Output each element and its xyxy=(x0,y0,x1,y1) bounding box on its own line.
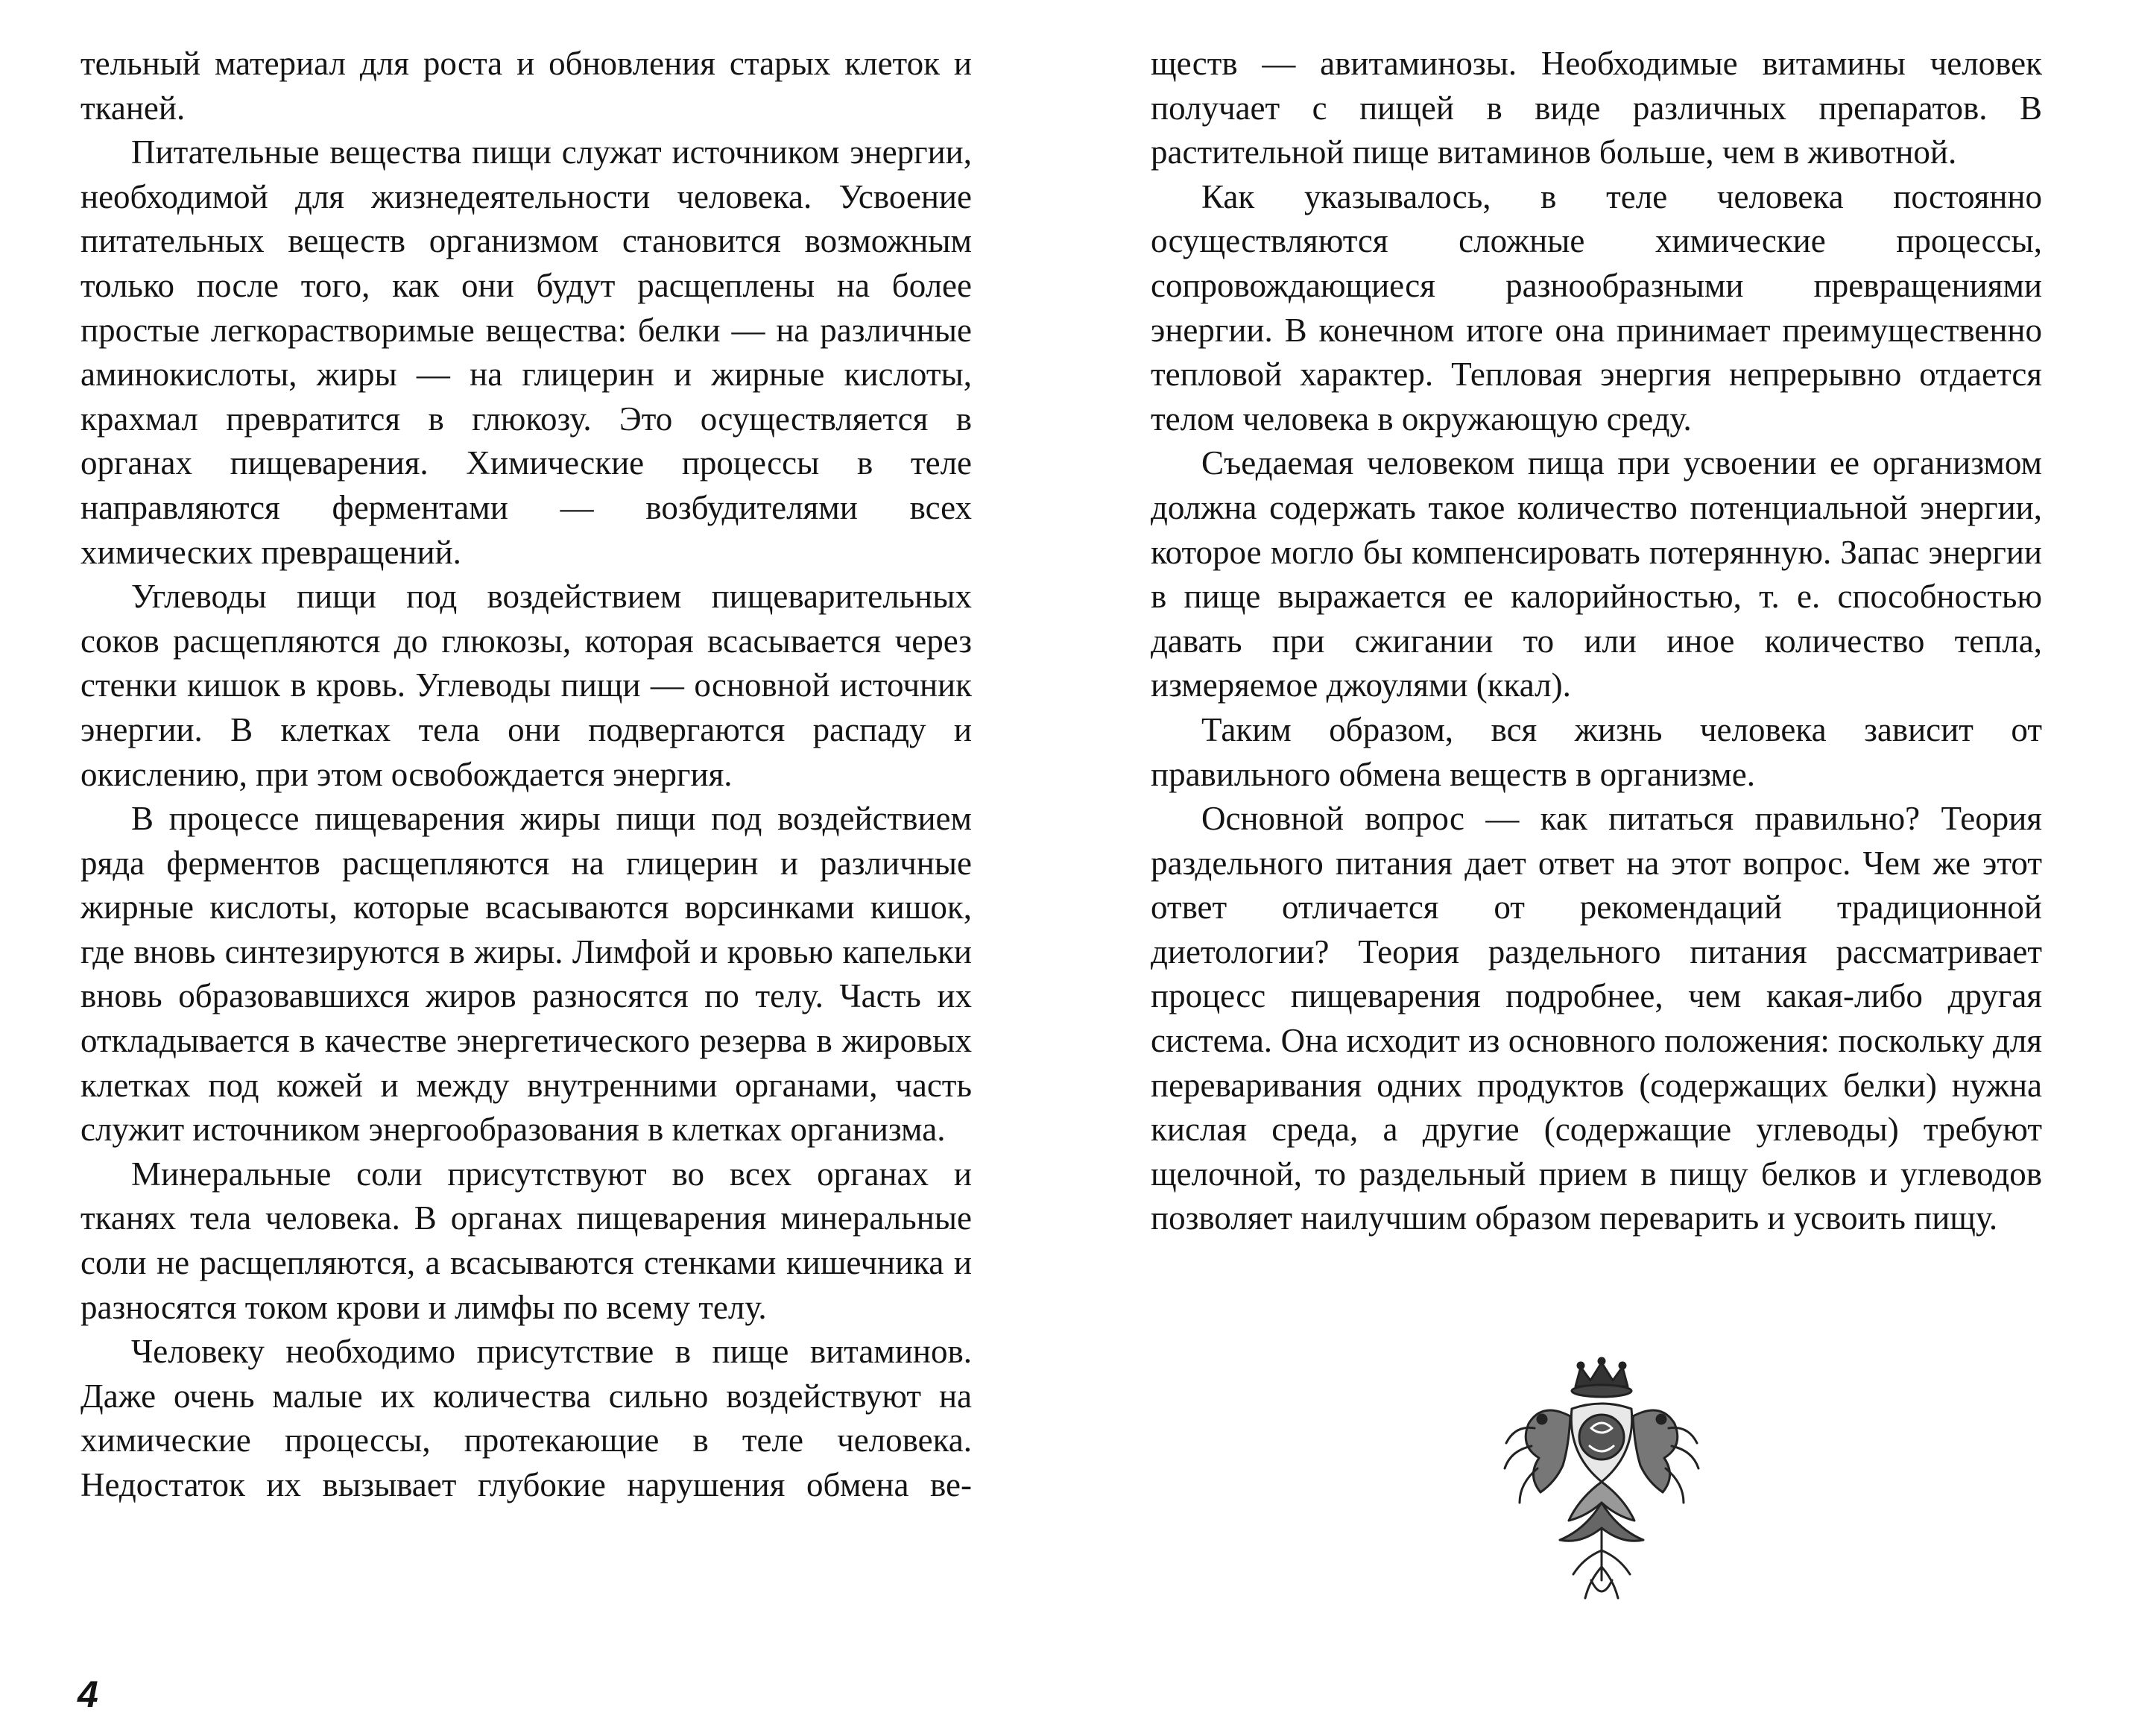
paragraph: ществ — авитаминозы. Необходимые витамины человек получает с пищей в виде различных препаратов. В растительной пище витаминов больше, чем в животной. xyxy=(1151,45,2042,171)
paragraph: Основной вопрос — как питаться правильно? Теория раздельного питания дает ответ на этот вопрос. Чем же этот ответ отличается от рекомендаций традиционной диетологии? Теория раздельного питания рассматривает процесс пищеварения подробнее, чем какая-либо другая система. Она исходит из основного положения: поскольку для переваривания одних продуктов (содержащих белки) нужна кислая среда, а другие (содержащие углеводы) требуют щелочной, то раздельный прием в пищу белков и углеводов позволяет наилучшим образом переварить и усвоить пищу. xyxy=(1151,800,2042,1237)
paragraph: Минеральные соли присутствуют во всех органах и тканях тела человека. В органах пищеварения минеральные соли не расщепляются, а всасываются стенками кишечника и разносятся током крови и лимфы по всему телу. xyxy=(80,1155,972,1326)
paragraph: В процессе пищеварения жиры пищи под воздействием ряда ферментов расщепляются на глицерин и различные жирные кислоты, которые всасываются ворсинками кишок, где вновь синтезируются в жиры. Лимфой и кровью капельки вновь образовавшихся жиров разносятся по телу. Часть их откладывается в качестве энергетического резерва в жировых клетках под кожей и между внутренними органами, часть служит источником энергообразования в клетках организма. xyxy=(80,800,972,1149)
paragraph: Как указывалось, в теле человека постоянно осуществляются сложные химические процессы, сопровождающиеся разнообразными превращениями энергии. В конечном итоге она принимает преимущественно тепловой характер. Тепловая энергия непрерывно отдается телом человека в окружающую среду. xyxy=(1151,177,2042,438)
left-text-column xyxy=(80,42,972,1508)
page-number: 4 xyxy=(78,1673,98,1715)
paragraph: Человеку необходимо присутствие в пище витаминов. Даже очень малые их количества сильно воздействуют на химические процессы, протекающие в теле человека. Недостаток их вызывает глубокие нарушения обмена ве- xyxy=(80,1333,972,1503)
paragraph: тельный материал для роста и обновления старых клеток и тканей. xyxy=(80,45,972,127)
right-page xyxy=(1065,0,2130,1736)
paragraph: Углеводы пищи под воздействием пищеварительных соков расщепляются до глюкозы, которая всасывается через стенки кишок в кровь. Углеводы пищи — основной источник энергии. В клетках тела они подвергаются распаду и окислению, при этом освобождается энергия. xyxy=(80,578,972,793)
paragraph: Питательные вещества пищи служат источником энергии, необходимой для жизнедеятельности человека. Усвоение питательных веществ организмом становится возможным только после того, как они будут расщеплены на более простые легкорастворимые вещества: белки — на различные аминокислоты, жиры — на глицерин и жирные кислоты, крахмал превратится в глюкозу. Это осуществляется в органах пищеварения. Химические процессы в теле направляются ферментами — возбудителями всех химических превращений. xyxy=(80,133,972,571)
right-text-column xyxy=(1151,42,2042,1241)
crest-ornament xyxy=(1497,1357,1706,1610)
paragraph: Таким образом, вся жизнь человека зависит от правильного обмена веществ в организме. xyxy=(1151,710,2042,793)
paragraph: Съедаемая человеком пища при усвоении ее организмом должна содержать такое количество потенциальной энергии, которое могло бы компенсировать потерянную. Запас энергии в пище выражается ее калорийностью, т. е. способностью давать при сжигании то или иное количество тепла, измеряемое джоулями (ккал). xyxy=(1151,444,2042,704)
